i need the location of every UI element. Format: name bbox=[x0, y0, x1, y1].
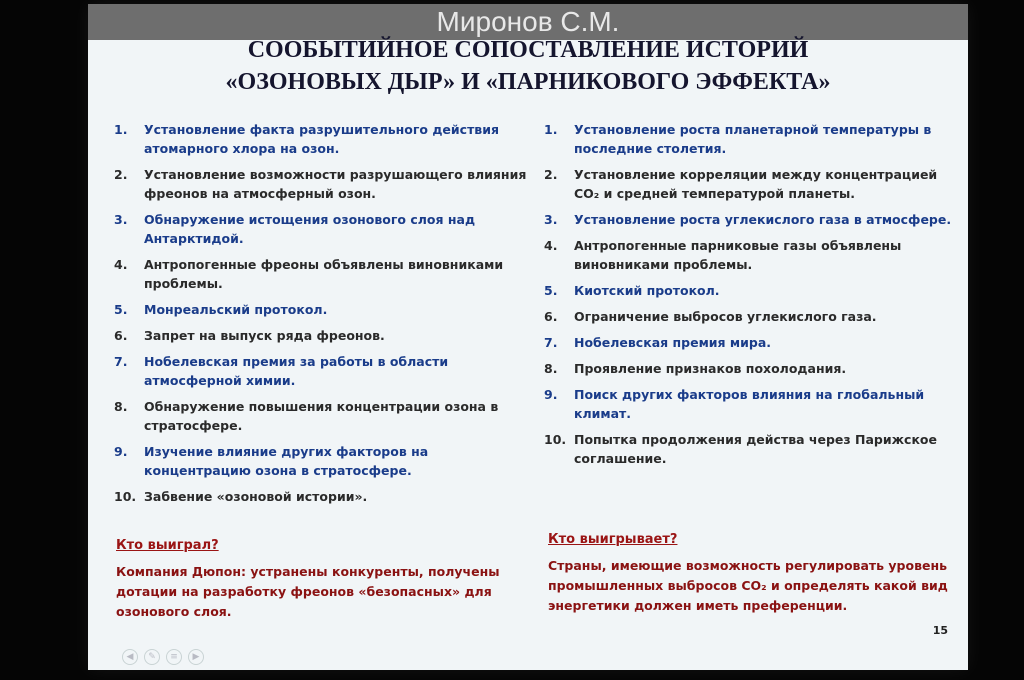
list-item bbox=[544, 210, 954, 229]
list-item bbox=[114, 352, 534, 390]
list-item bbox=[114, 300, 534, 319]
list-item-number: 5. bbox=[114, 302, 128, 317]
list-item-text: Попытка продолжения действа через Парижское соглашение. bbox=[574, 432, 937, 466]
list-item-number: 7. bbox=[114, 354, 128, 369]
list-item-number: 3. bbox=[544, 212, 558, 227]
list-item bbox=[114, 397, 534, 435]
list-item-number: 5. bbox=[544, 283, 558, 298]
list-item bbox=[544, 236, 954, 274]
list-item-number: 10. bbox=[544, 432, 567, 447]
list-item-number: 7. bbox=[544, 335, 558, 350]
slideshow-nav bbox=[122, 648, 242, 666]
list-item-text: Установление роста углекислого газа в атмосфере. bbox=[574, 212, 952, 227]
list-item-text: Нобелевская премия мира. bbox=[574, 335, 772, 350]
list-item-text: Нобелевская премия за работы в области атмосферной химии. bbox=[144, 354, 449, 388]
who-won-heading: Кто выиграл? bbox=[116, 538, 219, 553]
slide-number: 15 bbox=[932, 624, 948, 637]
title-line-1: СООБЫТИЙНОЕ СОПОСТАВЛЕНИЕ ИСТОРИЙ bbox=[247, 37, 809, 63]
list-item-text: Поиск других факторов влияния на глобальный климат. bbox=[574, 387, 925, 421]
menu-icon[interactable]: ≡ bbox=[166, 649, 182, 665]
list-item bbox=[544, 281, 954, 300]
list-item-text: Монреальский протокол. bbox=[144, 302, 328, 317]
list-item-number: 1. bbox=[544, 122, 558, 137]
list-item-text: Антропогенные парниковые газы объявлены виновниками проблемы. bbox=[574, 238, 902, 272]
who-won-answer: Компания Дюпон: устранены конкуренты, получены дотации на разработку фреонов «безопасных» для озонового слоя. bbox=[116, 564, 500, 619]
list-item bbox=[544, 165, 954, 203]
list-item-text: Установление возможности разрушающего влияния фреонов на атмосферный озон. bbox=[144, 167, 527, 201]
list-item bbox=[114, 255, 534, 293]
list-item-text: Проявление признаков похолодания. bbox=[574, 361, 847, 376]
list-item-text: Антропогенные фреоны объявлены виновниками проблемы. bbox=[144, 257, 504, 291]
list-item bbox=[544, 120, 954, 158]
list-item bbox=[114, 487, 534, 506]
list-item-number: 6. bbox=[544, 309, 558, 324]
list-item bbox=[114, 165, 534, 203]
list-item bbox=[114, 210, 534, 248]
list-item-text: Ограничение выбросов углекислого газа. bbox=[574, 309, 877, 324]
list-item-text: Забвение «озоновой истории». bbox=[144, 489, 368, 504]
list-item bbox=[544, 307, 954, 326]
author-name: Миронов С.М. bbox=[436, 6, 620, 37]
list-item-number: 4. bbox=[544, 238, 558, 253]
greenhouse-history-list bbox=[544, 120, 954, 475]
next-slide-icon[interactable]: ▶ bbox=[188, 649, 204, 665]
list-item bbox=[544, 359, 954, 378]
slide-title bbox=[88, 34, 968, 98]
list-item-number: 9. bbox=[114, 444, 128, 459]
list-item-number: 2. bbox=[544, 167, 558, 182]
list-item-text: Установление корреляции между концентрацией CO₂ и средней температурой планеты. bbox=[574, 167, 938, 201]
list-item-text: Обнаружение повышения концентрации озона в стратосфере. bbox=[144, 399, 499, 433]
list-item-text: Изучение влияние других факторов на концентрацию озона в стратосфере. bbox=[144, 444, 429, 478]
list-item-text: Киотский протокол. bbox=[574, 283, 720, 298]
list-item bbox=[114, 120, 534, 158]
list-item-number: 1. bbox=[114, 122, 128, 137]
list-item-text: Установление факта разрушительного действия атомарного хлора на озон. bbox=[144, 122, 500, 156]
list-item-number: 2. bbox=[114, 167, 128, 182]
prev-slide-icon[interactable]: ◀ bbox=[122, 649, 138, 665]
list-item-number: 3. bbox=[114, 212, 128, 227]
list-item bbox=[544, 333, 954, 352]
list-item-text: Установление роста планетарной температуры в последние столетия. bbox=[574, 122, 932, 156]
who-wins-heading: Кто выигрывает? bbox=[548, 532, 678, 547]
list-item-number: 6. bbox=[114, 328, 128, 343]
list-item-number: 9. bbox=[544, 387, 558, 402]
list-item-text: Запрет на выпуск ряда фреонов. bbox=[144, 328, 385, 343]
list-item-number: 4. bbox=[114, 257, 128, 272]
list-item bbox=[544, 385, 954, 423]
list-item-text: Обнаружение истощения озонового слоя над Антарктидой. bbox=[144, 212, 476, 246]
presentation-slide bbox=[88, 4, 968, 670]
list-item-number: 8. bbox=[544, 361, 558, 376]
title-line-2: «ОЗОНОВЫХ ДЫР» И «ПАРНИКОВОГО ЭФФЕКТА» bbox=[225, 69, 831, 95]
list-item bbox=[114, 442, 534, 480]
list-item-number: 10. bbox=[114, 489, 137, 504]
who-wins-answer: Страны, имеющие возможность регулировать уровень промышленных выбросов CO₂ и определять какой вид энергетики должен иметь преференции. bbox=[548, 558, 948, 613]
ozone-history-list bbox=[114, 120, 534, 513]
pen-icon[interactable]: ✎ bbox=[144, 649, 160, 665]
list-item bbox=[544, 430, 954, 468]
list-item bbox=[114, 326, 534, 345]
list-item-number: 8. bbox=[114, 399, 128, 414]
